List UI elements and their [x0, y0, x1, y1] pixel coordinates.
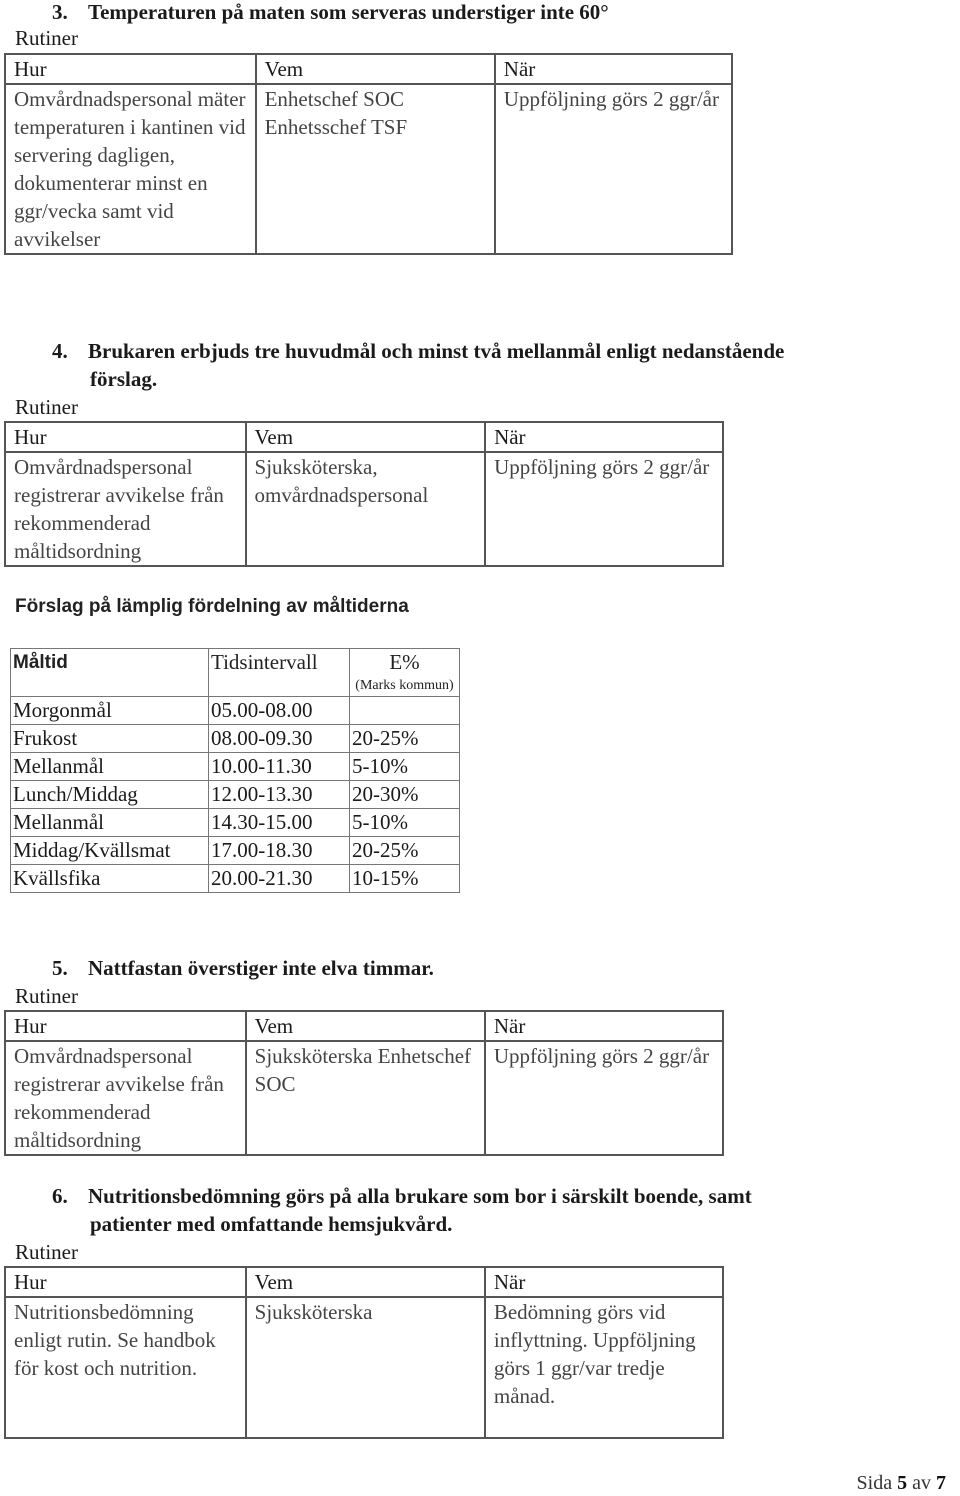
- section-6-heading: [52, 1182, 952, 1210]
- cell-when: Uppföljning görs 2 ggr/år: [485, 1041, 723, 1155]
- meal-row: [11, 837, 460, 865]
- cell-how: Omvårdnadspersonal registrerar avvikelse från rekommenderad måltidsordning: [5, 452, 246, 566]
- header-vem: Vem: [246, 1011, 485, 1041]
- meal-row: [11, 865, 460, 893]
- meal-header-tidsintervall-text: Tidsintervall: [211, 650, 318, 674]
- section-5-heading: [52, 954, 932, 982]
- cell-who: Enhetschef SOC Enhetsschef TSF: [256, 84, 495, 254]
- header-hur: Hur: [5, 54, 256, 84]
- footer-page-number: 5: [897, 1472, 908, 1494]
- cell-who: Sjuksköterska: [246, 1297, 485, 1438]
- meal-energy: 10-15%: [350, 865, 460, 893]
- meal-name: Kvällsfika: [11, 865, 209, 893]
- cell-when: Uppföljning görs 2 ggr/år: [485, 452, 723, 566]
- section-number: 3.: [52, 0, 68, 24]
- meal-header-tidsintervall: [209, 649, 350, 697]
- routine-label: Rutiner: [15, 984, 78, 1008]
- cell-when: Bedömning görs vid inflyttning. Uppföljning görs 1 ggr/var tredje månad.: [485, 1297, 723, 1438]
- section-number: 5.: [52, 956, 68, 980]
- meal-time: 12.00-13.30: [209, 781, 350, 809]
- header-nar: När: [485, 422, 723, 452]
- cell-how: Nutritionsbedömning enligt rutin. Se handbok för kost och nutrition.: [5, 1297, 246, 1438]
- cell-who: Sjuksköterska, omvårdnadspersonal: [246, 452, 486, 566]
- meal-time: 17.00-18.30: [209, 837, 350, 865]
- meal-schedule-title: Förslag på lämplig fördelning av måltiderna: [15, 596, 409, 617]
- cell-how: Omvårdnadspersonal mäter temperaturen i kantinen vid servering dagligen, dokumenterar minst en ggr/vecka samt vid avvikelser: [5, 84, 256, 254]
- meal-header-e: [350, 649, 460, 697]
- meal-energy: 5-10%: [350, 809, 460, 837]
- section-title: Nattfastan överstiger inte elva timmar.: [88, 956, 434, 980]
- section-title-cont: patienter med omfattande hemsjukvård.: [90, 1212, 453, 1236]
- meal-energy: 5-10%: [350, 753, 460, 781]
- meal-energy: 20-25%: [350, 837, 460, 865]
- cell-who: Sjuksköterska Enhetschef SOC: [246, 1041, 485, 1155]
- meal-row: [11, 781, 460, 809]
- meal-name: Mellanmål: [11, 809, 209, 837]
- meal-name: Lunch/Middag: [11, 781, 209, 809]
- meal-time: 14.30-15.00: [209, 809, 350, 837]
- footer-page-total: 7: [936, 1472, 946, 1494]
- routine-table-3: [4, 53, 733, 255]
- section-title-cont: förslag.: [90, 367, 158, 391]
- routine-table-5: [4, 1010, 724, 1156]
- header-hur: Hur: [5, 1267, 246, 1297]
- routine-label: Rutiner: [15, 1240, 78, 1264]
- header-nar: När: [495, 54, 732, 84]
- footer-middle: av: [912, 1472, 931, 1494]
- meal-name: Frukost: [11, 725, 209, 753]
- header-vem: Vem: [246, 422, 486, 452]
- routine-label: Rutiner: [15, 395, 78, 419]
- section-number: 4.: [52, 339, 68, 363]
- meal-name: Middag/Kvällsmat: [11, 837, 209, 865]
- meal-time: 08.00-09.30: [209, 725, 350, 753]
- section-title: Nutritionsbedömning görs på alla brukare som bor i särskilt boende, samt: [88, 1184, 752, 1208]
- section-4-heading: [52, 337, 932, 365]
- meal-energy: 20-25%: [350, 725, 460, 753]
- header-vem: Vem: [246, 1267, 485, 1297]
- header-hur: Hur: [5, 422, 246, 452]
- cell-how: Omvårdnadspersonal registrerar avvikelse från rekommenderad måltidsordning: [5, 1041, 246, 1155]
- section-number: 6.: [52, 1184, 68, 1208]
- meal-name: Mellanmål: [11, 753, 209, 781]
- meal-header-maltid: Måltid: [11, 649, 209, 697]
- routine-table-6: [4, 1266, 724, 1439]
- page-footer: [857, 1470, 946, 1496]
- meal-header-e-note: (Marks kommun): [355, 678, 454, 693]
- meal-row: [11, 725, 460, 753]
- section-3-heading: [52, 0, 952, 26]
- meal-name: Morgonmål: [11, 697, 209, 725]
- cell-when: Uppföljning görs 2 ggr/år: [495, 84, 732, 254]
- header-nar: När: [485, 1011, 723, 1041]
- meal-schedule-table: [10, 648, 460, 893]
- header-nar: När: [485, 1267, 723, 1297]
- meal-time: 10.00-11.30: [209, 753, 350, 781]
- meal-rows: [11, 697, 460, 893]
- meal-row: [11, 753, 460, 781]
- routine-label: Rutiner: [15, 26, 78, 50]
- section-title: Brukaren erbjuds tre huvudmål och minst två mellanmål enligt nedanstående: [88, 339, 785, 363]
- meal-row: [11, 809, 460, 837]
- section-title: Temperaturen på maten som serveras understiger inte 60°: [88, 0, 609, 24]
- meal-row: [11, 697, 460, 725]
- header-hur: Hur: [5, 1011, 246, 1041]
- routine-table-4: [4, 421, 724, 567]
- meal-time: 05.00-08.00: [209, 697, 350, 725]
- header-vem: Vem: [256, 54, 495, 84]
- meal-header-e-text: E%: [389, 650, 420, 674]
- footer-prefix: Sida: [856, 1472, 893, 1494]
- meal-energy: [350, 697, 460, 725]
- meal-energy: 20-30%: [350, 781, 460, 809]
- meal-time: 20.00-21.30: [209, 865, 350, 893]
